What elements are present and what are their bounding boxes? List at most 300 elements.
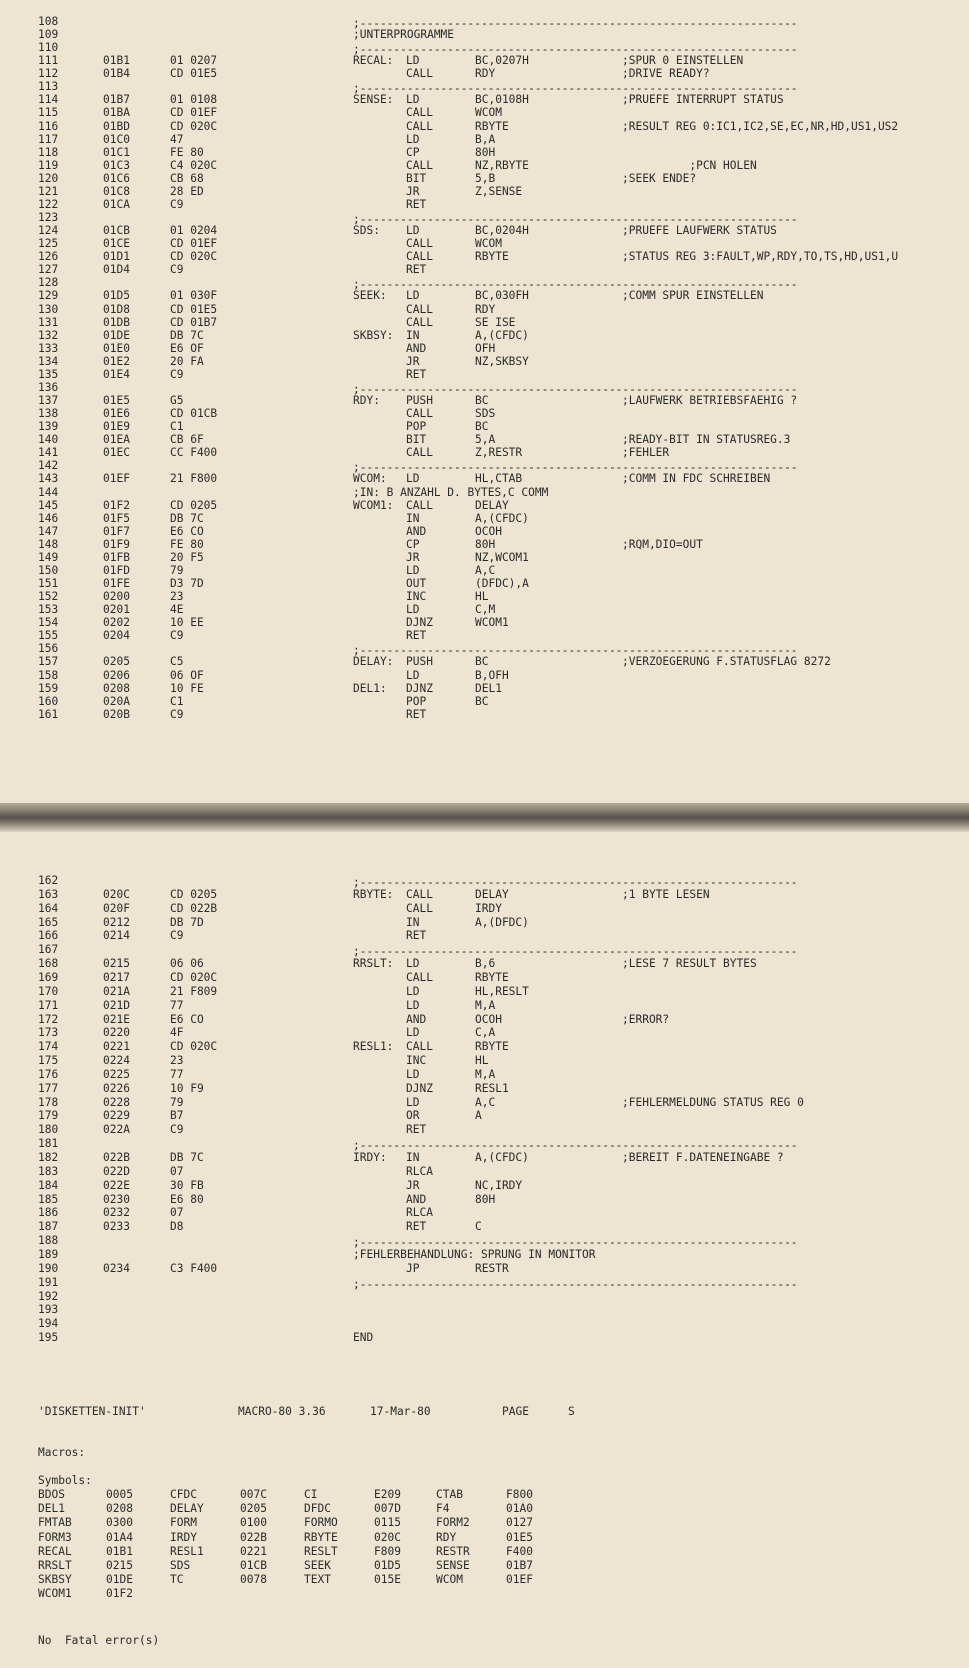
opcode: 21 F809 [170,984,218,998]
mnemonic: PUSH [406,394,433,408]
line-number: 117 [38,132,59,146]
mnemonic: DJNZ [406,616,433,630]
line-number: 180 [38,1123,59,1137]
opcode: CD 020C [170,1040,218,1054]
symbol-value: 01A4 [106,1530,133,1544]
address: 01D1 [103,250,130,264]
mnemonic: DJNZ [406,681,433,695]
opcode: 47 [170,132,184,146]
mnemonic: CALL [406,901,433,915]
operand: DELAY [475,498,509,512]
label: WCOM1: [353,498,394,512]
address: 01D5 [103,289,130,303]
opcode: C1 [170,694,184,708]
symbol-name: BDOS [38,1488,65,1501]
separator-rule: ;----------------------------------------------------------------- [353,644,798,658]
line-number: 194 [38,1317,59,1331]
address: 020C [103,887,130,901]
operand: BC,0108H [475,93,529,107]
operand: RESTR [475,1261,509,1275]
separator-rule: ;----------------------------------------------------------------- [353,461,798,475]
label: SKBSY: [353,328,394,342]
address: 01CA [103,197,130,211]
mnemonic: CALL [406,106,433,120]
line-number: 159 [38,681,59,695]
opcode: C9 [170,629,184,643]
program-name: 'DISKETTEN-INIT' [38,1405,146,1418]
comment: ;RESULT REG 0:IC1,IC2,SE,EC,NR,HD,US1,US2 [622,119,899,133]
mnemonic: CALL [406,119,433,133]
opcode: C9 [170,367,184,381]
line-number: 170 [38,984,59,998]
mnemonic: IN [406,328,420,342]
symbol-name: RESLT [304,1544,338,1558]
operand: IRDY [475,901,502,915]
mnemonic: LD [406,224,420,238]
symbol-value: 0100 [240,1516,267,1530]
operand: RBYTE [475,250,509,264]
address: 020F [103,901,130,915]
symbol-value: 0005 [106,1488,133,1501]
symbol-value: 0078 [240,1573,267,1587]
address: 01E5 [103,394,130,408]
operand: NC,IRDY [475,1178,523,1192]
symbol-name: WCOM [436,1573,463,1587]
operand: DELAY [475,887,509,901]
mnemonic: INC [406,1054,427,1068]
line-number: 188 [38,1234,59,1248]
label: RRSLT: [353,957,394,971]
mnemonic: RET [406,629,427,643]
line-number: 142 [38,459,59,473]
symbol-name: F4 [436,1502,450,1516]
operand: C,M [475,603,496,617]
operand: OCOH [475,524,502,538]
mnemonic: RET [406,707,427,721]
line-number: 192 [38,1289,59,1303]
address: 01BA [103,106,130,120]
opcode: CD 01B7 [170,315,218,329]
mnemonic: PUSH [406,655,433,669]
label: SEEK: [353,289,387,303]
line-number: 121 [38,184,59,198]
comment: ;COMM IN FDC SCHREIBEN [622,472,771,486]
address: 0202 [103,616,130,630]
line-number: 166 [38,929,59,943]
opcode: 06 OF [170,668,204,682]
operand: RBYTE [475,1040,509,1054]
label: RDY: [353,394,380,408]
operand: C,A [475,1026,496,1040]
line-number: 175 [38,1054,59,1068]
address: 0224 [103,1054,130,1068]
symbol-name: SENSE [436,1559,470,1572]
address: 022E [103,1178,130,1192]
address: 01EC [103,446,130,460]
mnemonic: RET [406,1123,427,1137]
line-number: 171 [38,998,59,1012]
operand: BC,030FH [475,289,529,303]
line-number: 186 [38,1206,59,1220]
mnemonic: IN [406,1151,420,1164]
opcode: 77 [170,998,184,1012]
label: END [353,1331,374,1345]
mnemonic: LD [406,1026,420,1040]
address: 0228 [103,1095,130,1109]
opcode: 30 FB [170,1178,204,1192]
symbol-name: CI [304,1488,318,1501]
symbol-name: RESTR [436,1544,470,1558]
operand: SDS [475,407,496,421]
line-number: 183 [38,1164,59,1178]
symbol-name: DEL1 [38,1502,65,1516]
comment: ;FEHLERMELDUNG STATUS REG 0 [622,1095,804,1109]
symbol-name: DFDC [304,1502,331,1516]
mnemonic: POP [406,694,427,708]
line-number: 154 [38,616,59,630]
mnemonic: OUT [406,577,427,590]
symbol-value: E209 [374,1488,401,1501]
opcode: E6 CO [170,524,204,538]
line-number: 190 [38,1261,59,1275]
opcode: C9 [170,1123,184,1137]
address: 0225 [103,1067,130,1081]
opcode: 23 [170,590,184,604]
mnemonic: JP [406,1261,420,1275]
symbol-name: TEXT [304,1573,331,1587]
mnemonic: LD [406,132,420,146]
line-number: 161 [38,707,59,721]
macros-heading: Macros: [38,1446,86,1459]
symbol-name: FMTAB [38,1516,72,1530]
line-number: 126 [38,250,59,264]
opcode: C9 [170,929,184,943]
line-number: 144 [38,485,59,499]
opcode: E6 80 [170,1192,204,1206]
address: 01F5 [103,511,130,525]
line-number: 187 [38,1220,59,1234]
mnemonic: IN [406,511,420,525]
address: 01F2 [103,498,130,512]
operand: NZ,RBYTE [475,158,529,172]
opcode: 01 0108 [170,93,218,107]
line-number: 168 [38,957,59,971]
operand: BC [475,394,489,408]
operand: M,A [475,1067,496,1081]
symbol-name: IRDY [170,1530,197,1544]
mnemonic: CP [406,537,420,551]
address: 01E0 [103,341,130,355]
address: 021E [103,1012,130,1026]
address: 01DB [103,315,130,329]
opcode: G5 [170,394,184,408]
line-number: 128 [38,276,59,290]
opcode: CB 68 [170,171,204,185]
symbol-value: 0300 [106,1516,133,1530]
separator-rule: ;----------------------------------------------------------------- [353,1277,798,1291]
line-number: 116 [38,119,59,133]
line-number: 136 [38,380,59,394]
mnemonic: CALL [406,407,433,421]
operand: A [475,1109,482,1123]
address: 01E2 [103,354,130,368]
opcode: 28 ED [170,184,204,198]
opcode: CD 0205 [170,498,218,512]
line-number: 139 [38,420,59,434]
line-number: 185 [38,1192,59,1206]
label: IRDY: [353,1151,387,1164]
line-number: 149 [38,550,59,564]
separator-rule: ;----------------------------------------------------------------- [353,945,798,959]
symbol-value: 007C [240,1488,267,1501]
address: 0201 [103,603,130,617]
address: 0232 [103,1206,130,1220]
line-number: 163 [38,887,59,901]
symbols-heading: Symbols: [38,1474,92,1487]
operand: HL,RESLT [475,984,529,998]
mnemonic: CALL [406,446,433,460]
opcode: 77 [170,1067,184,1081]
mnemonic: LD [406,998,420,1012]
mnemonic: CALL [406,237,433,251]
opcode: E6 CO [170,1012,204,1026]
mnemonic: CALL [406,158,433,172]
mnemonic: CP [406,145,420,159]
address: 0221 [103,1040,130,1054]
operand: RDY [475,67,496,81]
address: 01D4 [103,263,130,277]
line-number: 151 [38,577,59,590]
mnemonic: AND [406,1192,427,1206]
comment: ;ERROR? [622,1012,670,1026]
address: 0217 [103,970,130,984]
symbol-value: 0115 [374,1516,401,1530]
line-number: 165 [38,915,59,929]
symbol-value: 0205 [240,1502,267,1516]
operand: A,(CFDC) [475,1151,529,1164]
separator-rule: ;----------------------------------------------------------------- [353,876,798,889]
address: 021A [103,984,130,998]
line-number: 127 [38,263,59,277]
mnemonic: RLCA [406,1206,433,1220]
operand: (DFDC),A [475,577,529,590]
mnemonic: BIT [406,433,427,447]
opcode: CD 022B [170,901,218,915]
operand: RDY [475,302,496,316]
opcode: CD 020C [170,970,218,984]
mnemonic: LD [406,603,420,617]
opcode: 20 F5 [170,550,204,564]
error-summary: No Fatal error(s) [38,1634,160,1647]
line-number: 147 [38,524,59,538]
line-number: 143 [38,472,59,486]
symbol-name: FORM [170,1516,197,1530]
address: 01F9 [103,537,130,551]
address: 01B4 [103,67,130,81]
label: RBYTE: [353,887,394,901]
mnemonic: RLCA [406,1164,433,1178]
opcode: CB 6F [170,433,204,447]
line-number: 124 [38,224,59,238]
symbol-value: 0221 [240,1544,267,1558]
symbol-value: F809 [374,1544,401,1558]
mnemonic: RET [406,929,427,943]
opcode: C9 [170,707,184,721]
mnemonic: LD [406,54,420,68]
operand: NZ,WCOM1 [475,550,529,564]
mnemonic: CALL [406,315,433,329]
line-number: 182 [38,1151,59,1164]
mnemonic: LD [406,289,420,303]
label: ;UNTERPROGRAMME [353,28,455,42]
operand: HL [475,590,489,604]
address: 01C8 [103,184,130,198]
separator-rule: ;----------------------------------------------------------------- [353,278,798,292]
operand: BC [475,420,489,434]
address: 01B7 [103,93,130,107]
line-number: 164 [38,901,59,915]
symbol-name: DELAY [170,1502,204,1516]
label: ;IN: B ANZAHL D. BYTES,C COMM [353,485,549,499]
opcode: DB 7C [170,511,204,525]
mnemonic: LD [406,957,420,971]
address: 0215 [103,957,130,971]
label: WCOM: [353,472,387,486]
symbol-value: 0215 [106,1559,133,1572]
operand: M,A [475,998,496,1012]
line-number: 115 [38,106,59,120]
line-number: 189 [38,1247,59,1261]
symbol-value: 022B [240,1530,267,1544]
address: 0208 [103,681,130,695]
line-number: 195 [38,1331,59,1345]
symbol-value: 01CB [240,1559,267,1572]
opcode: 79 [170,1095,184,1109]
line-number: 178 [38,1095,59,1109]
line-number: 135 [38,367,59,381]
page-number: S [568,1405,575,1418]
address: 0229 [103,1109,130,1123]
opcode: CD 020C [170,250,218,264]
line-number: 184 [38,1178,59,1192]
address: 022B [103,1151,130,1164]
address: 0233 [103,1220,130,1234]
opcode: C9 [170,197,184,211]
line-number: 167 [38,943,59,957]
line-number: 122 [38,197,59,211]
mnemonic: LD [406,668,420,682]
operand: SE ISE [475,315,516,329]
symbol-name: RDY [436,1530,457,1544]
opcode: D8 [170,1220,184,1234]
mnemonic: CALL [406,302,433,316]
opcode: CD 01E5 [170,302,218,316]
operand: WCOM [475,237,502,251]
address: 0212 [103,915,130,929]
opcode: CD 01CB [170,407,218,421]
symbol-value: 007D [374,1502,401,1516]
line-number: 133 [38,341,59,355]
operand: Z,RESTR [475,446,523,460]
line-number: 169 [38,970,59,984]
operand: 5,A [475,433,496,447]
address: 01D8 [103,302,130,316]
mnemonic: RET [406,197,427,211]
page-fold [0,803,969,832]
opcode: CC F400 [170,446,218,460]
line-number: 109 [38,28,59,42]
symbol-name: WCOM1 [38,1587,72,1601]
line-number: 138 [38,407,59,421]
comment: ;STATUS REG 3:FAULT,WP,RDY,TO,TS,HD,US1,U [622,250,899,264]
symbol-value: 020C [374,1530,401,1544]
line-number: 134 [38,354,59,368]
page-label: PAGE [502,1405,529,1418]
opcode: FE 80 [170,145,204,159]
line-number: 119 [38,158,59,172]
address: 01FE [103,577,130,590]
line-number: 157 [38,655,59,669]
address: 01F7 [103,524,130,538]
line-number: 173 [38,1026,59,1040]
opcode: CD 020C [170,119,218,133]
operand: BC,0204H [475,224,529,238]
symbol-value: F400 [506,1544,533,1558]
line-number: 120 [38,171,59,185]
label: SENSE: [353,93,394,107]
operand: RBYTE [475,970,509,984]
comment: ;PCN HOLEN [622,158,757,172]
operand: C [475,1220,482,1234]
opcode: 01 0207 [170,54,218,68]
operand: WCOM [475,106,502,120]
line-number: 112 [38,67,59,81]
opcode: CD 0205 [170,887,218,901]
line-number: 108 [38,15,59,28]
separator-rule: ;----------------------------------------------------------------- [353,17,798,30]
separator-rule: ;----------------------------------------------------------------- [353,1236,798,1250]
opcode: DB 7D [170,915,204,929]
symbol-value: 015E [374,1573,401,1587]
line-number: 176 [38,1067,59,1081]
mnemonic: LD [406,563,420,577]
mnemonic: RET [406,263,427,277]
mnemonic: CALL [406,1040,433,1054]
opcode: 4E [170,603,184,617]
opcode: CD 01EF [170,237,218,251]
mnemonic: JR [406,1178,420,1192]
opcode: DB 7C [170,328,204,342]
line-number: 181 [38,1137,59,1151]
operand: B,OFH [475,668,509,682]
separator-rule: ;----------------------------------------------------------------- [353,43,798,57]
line-number: 193 [38,1303,59,1317]
line-number: 129 [38,289,59,303]
opcode: D3 7D [170,577,204,590]
mnemonic: AND [406,1012,427,1026]
operand: A,(CFDC) [475,511,529,525]
operand: BC [475,655,489,669]
address: 01EF [103,472,130,486]
separator-rule: ;----------------------------------------------------------------- [353,1139,798,1153]
symbol-value: 01A0 [506,1502,533,1516]
separator-rule: ;----------------------------------------------------------------- [353,82,798,96]
comment: ;COMM SPUR EINSTELLEN [622,289,764,303]
address: 0205 [103,655,130,669]
mnemonic: IN [406,915,420,929]
address: 0226 [103,1081,130,1095]
operand: 80H [475,145,496,159]
